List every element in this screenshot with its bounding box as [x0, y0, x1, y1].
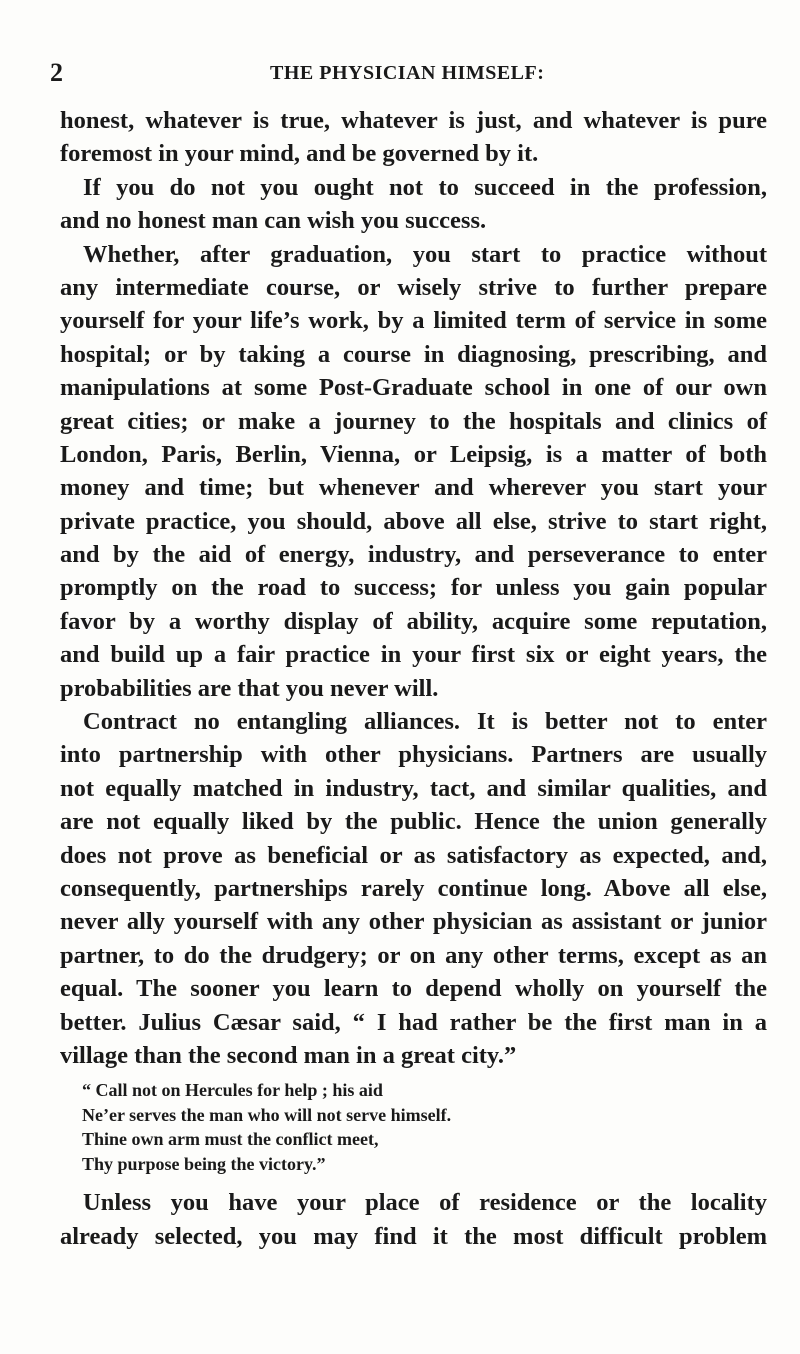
text-line: into partnership with other physicians. Partners are usually [60, 741, 767, 769]
paragraphs-after-verse [60, 1186, 767, 1253]
text-line: never ally yourself with any other physician as assistant or junior [60, 908, 767, 936]
text-line: money and time; but whenever and wherever you start your [60, 474, 767, 502]
text-line: are not equally liked by the public. Hence the union generally [60, 808, 767, 836]
text-line: Contract no entangling alliances. It is better not to enter [83, 708, 767, 736]
page-body [60, 104, 767, 1253]
paragraphs-before-verse [60, 104, 767, 1072]
running-title: THE PHYSICIAN HIMSELF: [270, 62, 545, 84]
text-line: does not prove as beneficial or as satisfactory as expected, and, [60, 841, 767, 869]
text-line: Unless you have your place of residence or the locality [83, 1189, 767, 1217]
text-line: great cities; or make a journey to the hospitals and clinics of [60, 407, 767, 435]
verse-line: Thy purpose being the victory.” [82, 1153, 326, 1174]
paragraph [60, 705, 767, 1072]
text-line: partner, to do the drudgery; or on any other terms, except as an [60, 941, 767, 969]
page-number: 2 [50, 58, 63, 87]
text-line: private practice, you should, above all else, strive to start right, [60, 507, 767, 535]
paragraph [60, 171, 767, 238]
text-line: probabilities are that you never will. [60, 674, 439, 702]
text-line: better. Julius Cæsar said, “ I had rather be the first man in a [60, 1008, 767, 1036]
verse-line: Thine own arm must the conflict meet, [82, 1129, 379, 1150]
verse-quotation [82, 1078, 767, 1176]
text-line: consequently, partnerships rarely continue long. Above all else, [60, 874, 767, 902]
text-line: and build up a fair practice in your first six or eight years, the [60, 641, 767, 669]
text-line: equal. The sooner you learn to depend wholly on yourself the [60, 975, 767, 1003]
paragraph [60, 1186, 767, 1253]
text-line: If you do not you ought not to succeed in the profession, [83, 173, 767, 201]
text-line: honest, whatever is true, whatever is just, and whatever is pure [60, 107, 767, 134]
text-line: hospital; or by taking a course in diagnosing, prescribing, and [60, 340, 767, 368]
text-line: yourself for your life’s work, by a limited term of service in some [60, 307, 767, 335]
text-line: favor by a worthy display of ability, acquire some reputation, [60, 607, 767, 635]
text-line: already selected, you may find it the most difficult problem [60, 1222, 767, 1250]
paragraph [60, 238, 767, 705]
text-line: London, Paris, Berlin, Vienna, or Leipsig, is a matter of both [60, 440, 767, 468]
text-line: foremost in your mind, and be governed by it. [60, 140, 539, 168]
text-line: and no honest man can wish you success. [60, 207, 487, 235]
running-header [50, 58, 710, 88]
text-line: village than the second man in a great city.” [60, 1041, 517, 1069]
text-line: not equally matched in industry, tact, and similar qualities, and [60, 774, 767, 802]
text-line: and by the aid of energy, industry, and perseverance to enter [60, 541, 767, 569]
paragraph [60, 104, 767, 171]
text-line: promptly on the road to success; for unless you gain popular [60, 574, 767, 602]
text-line: manipulations at some Post-Graduate school in one of our own [60, 374, 767, 402]
text-line: Whether, after graduation, you start to practice without [83, 240, 767, 268]
verse-line: “ Call not on Hercules for help ; his aid [82, 1080, 383, 1101]
text-line: any intermediate course, or wisely strive to further prepare [60, 273, 767, 301]
verse-line: Ne’er serves the man who will not serve himself. [82, 1104, 452, 1125]
